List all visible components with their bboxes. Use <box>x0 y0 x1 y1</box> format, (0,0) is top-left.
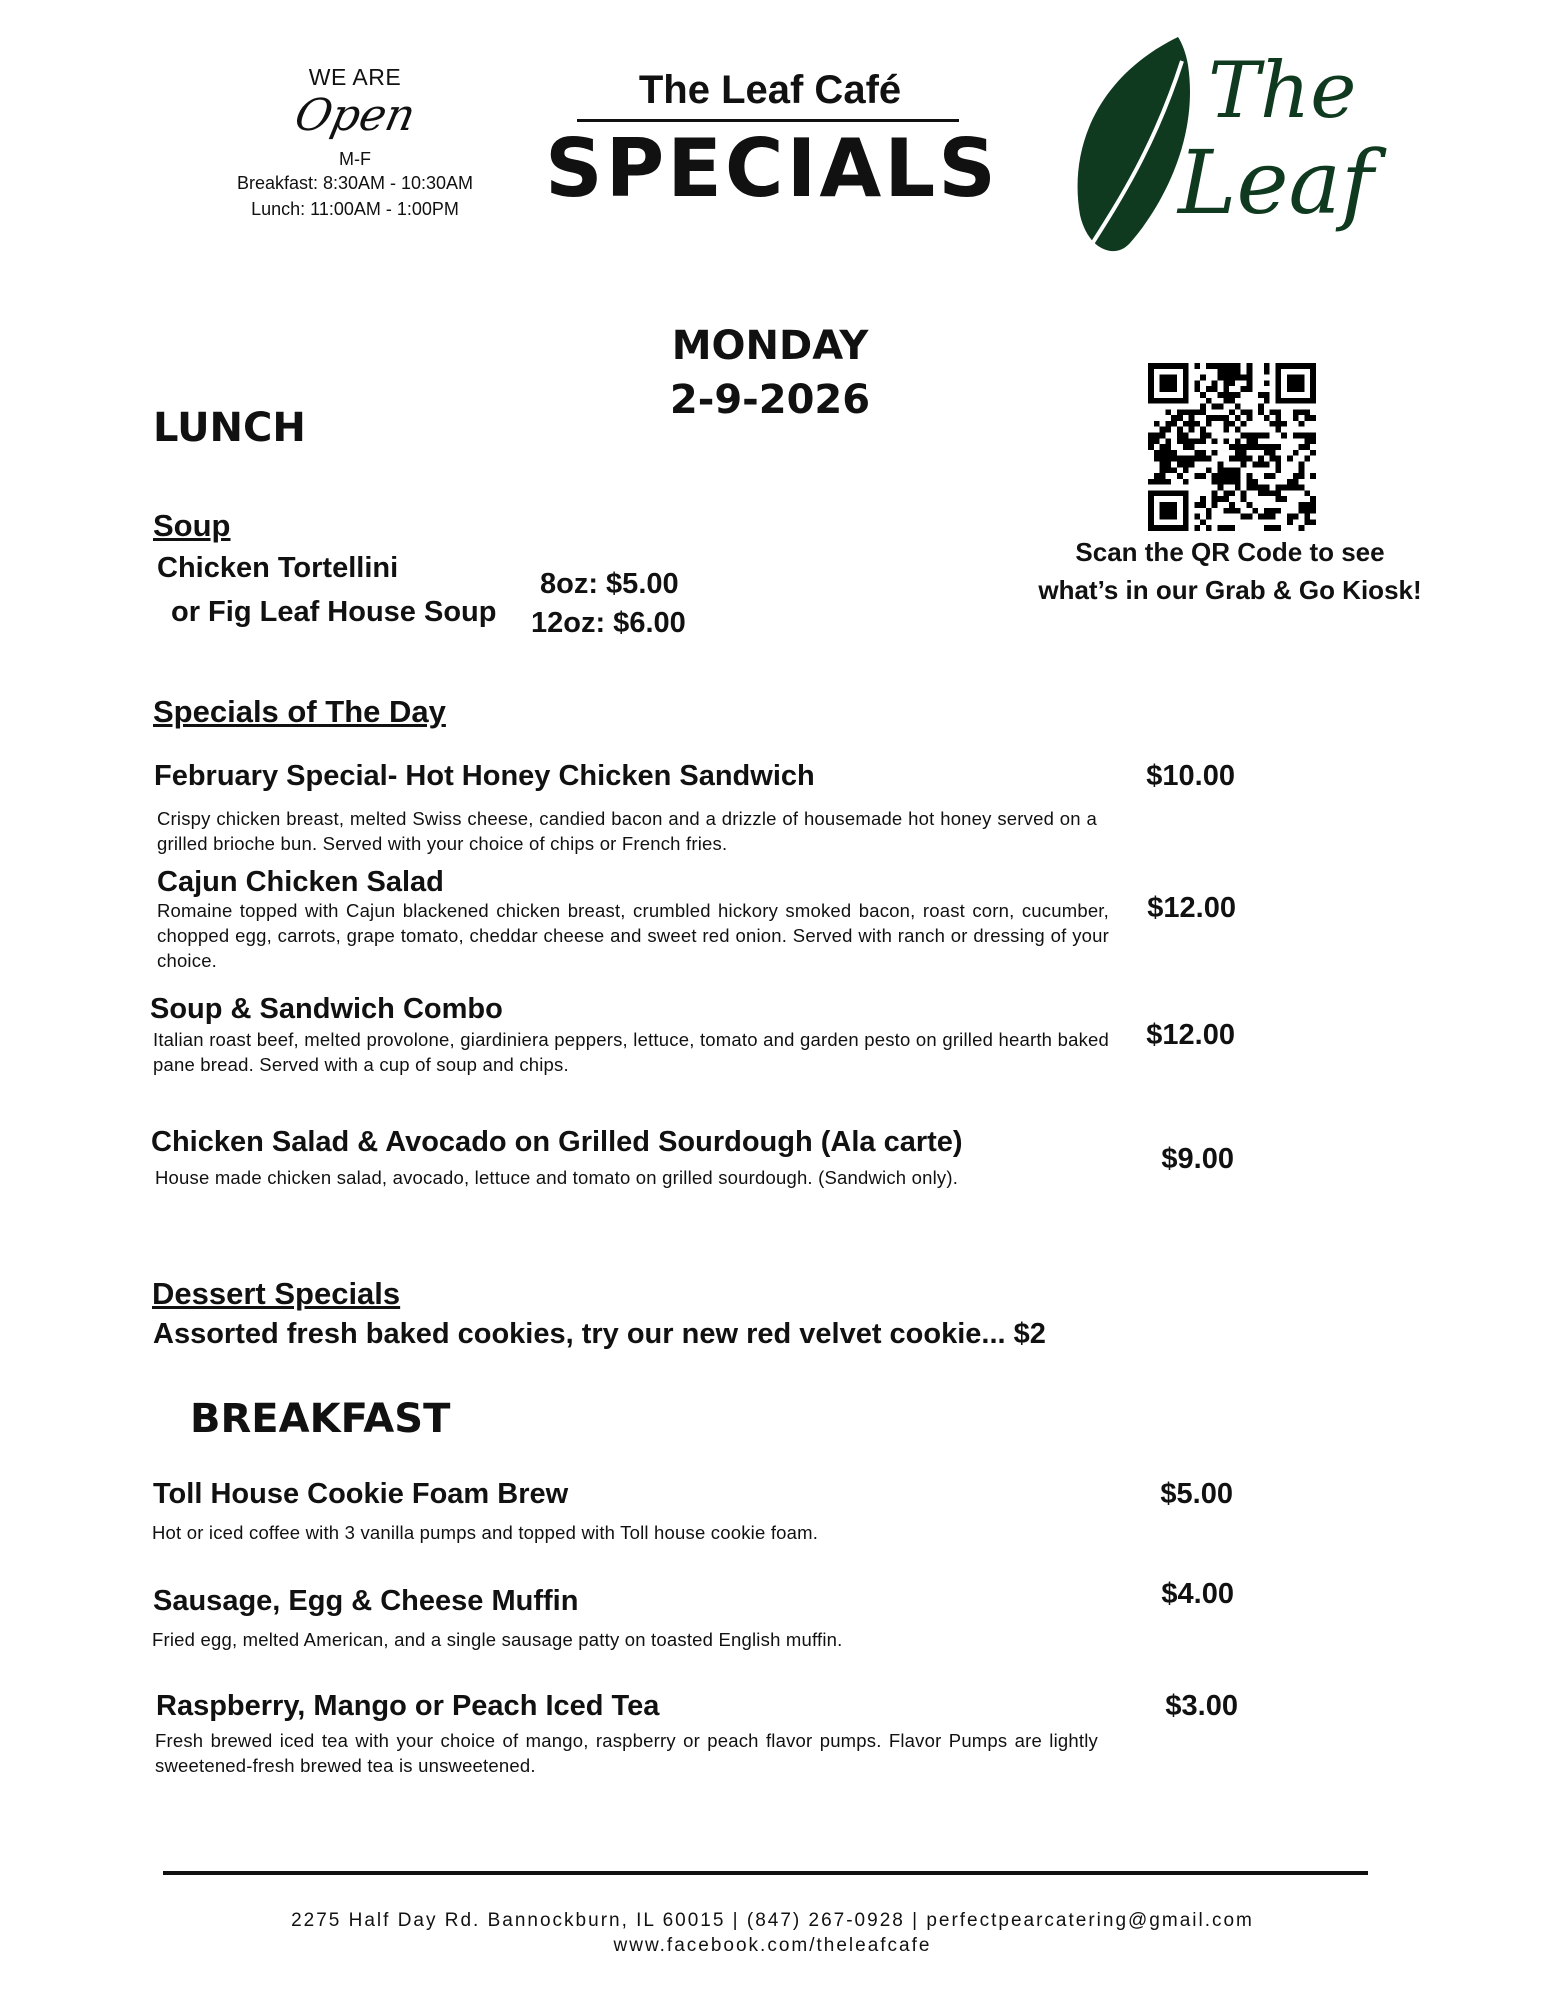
lunch-heading: LUNCH <box>153 405 306 451</box>
breakfast-item-3-desc: Fresh brewed iced tea with your choice of mango, raspberry or peach flavor pumps. Flavor Pumps are lightly sweetened-fresh brewed tea is unsweetened. <box>155 1730 1098 1776</box>
we-are-label: WE ARE <box>308 64 402 90</box>
specials-of-day-heading: Specials of The Day <box>153 694 446 729</box>
dessert-text: Assorted fresh baked cookies, try our new red velvet cookie... $2 <box>153 1318 1046 1350</box>
lunch-item-3-price: $12.00 <box>1146 1019 1235 1051</box>
breakfast-item-3-name: Raspberry, Mango or Peach Iced Tea <box>156 1690 660 1722</box>
qr-code-icon[interactable] <box>1148 363 1316 531</box>
qr-caption-line2: what’s in our Grab & Go Kiosk! <box>1038 575 1422 605</box>
soup-price-large: 12oz: $6.00 <box>531 607 686 639</box>
lunch-item-3-desc: Italian roast beef, melted provolone, giardiniera peppers, lettuce, tomato and garden pesto on grilled hearth baked pane bread. Served with a cup of soup and chips. <box>153 1029 1109 1075</box>
breakfast-item-2-name: Sausage, Egg & Cheese Muffin <box>153 1585 579 1617</box>
lunch-item-2-name: Cajun Chicken Salad <box>157 866 444 898</box>
breakfast-item-1-desc: Hot or iced coffee with 3 vanilla pumps and topped with Toll house cookie foam. <box>152 1522 819 1543</box>
breakfast-item-3-price: $3.00 <box>1165 1690 1238 1722</box>
breakfast-item-1-name: Toll House Cookie Foam Brew <box>153 1478 569 1510</box>
leaf-icon <box>1078 37 1190 251</box>
breakfast-hours: Breakfast: 8:30AM - 10:30AM <box>236 173 474 193</box>
leaf-logo <box>1060 25 1400 275</box>
lunch-item-4-desc: House made chicken salad, avocado, lettuce and tomato on grilled sourdough. (Sandwich only). <box>155 1167 959 1188</box>
soup-heading: Soup <box>153 508 231 543</box>
soup-price-small: 8oz: $5.00 <box>540 568 679 600</box>
logo-text-leaf: Leaf <box>1178 131 1374 234</box>
lunch-item-1-desc: Crispy chicken breast, melted Swiss cheese, candied bacon and a drizzle of housemade hot honey served on a grilled brioche bun. Served with your choice of chips or French fries. <box>157 808 1097 854</box>
page-title: SPECIALS <box>545 122 999 215</box>
cafe-name: The Leaf Café <box>638 68 902 112</box>
hours-block <box>205 64 505 222</box>
dessert-heading: Dessert Specials <box>152 1276 401 1311</box>
lunch-item-2-desc: Romaine topped with Cajun blackened chicken breast, crumbled hickory smoked bacon, roast corn, cucumber, chopped egg, carrots, grape tomato, cheddar cheese and sweet red onion. Served with ranch or dressing of your choice. <box>157 900 1109 971</box>
open-script: Open <box>290 90 420 141</box>
footer-facebook-link[interactable]: www.facebook.com/theleafcafe <box>613 1935 932 1956</box>
soup-option-2: or Fig Leaf House Soup <box>171 596 497 628</box>
breakfast-item-2-desc: Fried egg, melted American, and a single sausage patty on toasted English muffin. <box>152 1629 843 1650</box>
open-days: M-F <box>339 149 371 169</box>
qr-caption-line1: Scan the QR Code to see <box>1075 537 1385 567</box>
menu-date: 2-9-2026 <box>669 377 871 423</box>
lunch-item-1-name: February Special- Hot Honey Chicken Sandwich <box>154 760 815 792</box>
breakfast-item-1-price: $5.00 <box>1160 1478 1233 1510</box>
soup-option-1: Chicken Tortellini <box>157 552 399 584</box>
weekday: MONDAY <box>671 323 869 369</box>
lunch-item-4-name: Chicken Salad & Avocado on Grilled Sourdough (Ala carte) <box>151 1126 963 1158</box>
logo-text-the: The <box>1208 46 1357 136</box>
lunch-hours: Lunch: 11:00AM - 1:00PM <box>251 199 459 219</box>
footer-contact: 2275 Half Day Rd. Bannockburn, IL 60015 | (847) 267-0928 | perfectpearcatering@gmail.com <box>291 1910 1254 1931</box>
footer-divider <box>163 1871 1368 1875</box>
lunch-item-4-price: $9.00 <box>1161 1143 1234 1175</box>
breakfast-heading: BREAKFAST <box>190 1396 451 1442</box>
qr-caption <box>1020 533 1440 609</box>
breakfast-item-2-price: $4.00 <box>1161 1578 1234 1610</box>
lunch-item-2-price: $12.00 <box>1147 892 1236 924</box>
lunch-item-1-price: $10.00 <box>1146 760 1235 792</box>
lunch-item-3-name: Soup & Sandwich Combo <box>150 993 503 1025</box>
